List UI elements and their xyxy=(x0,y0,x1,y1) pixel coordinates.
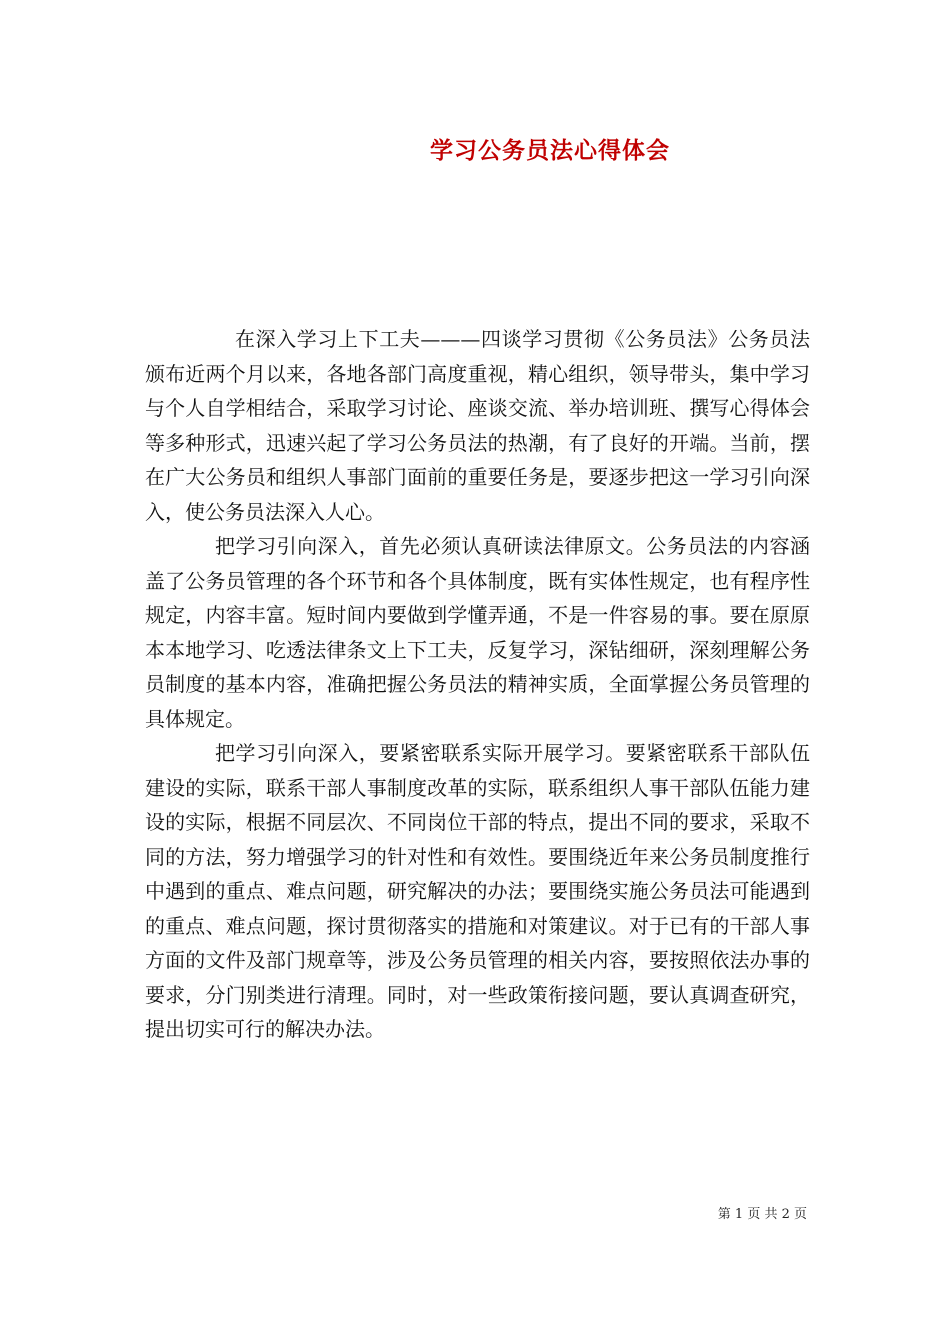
document-body xyxy=(145,322,810,1047)
paragraph-3: 把学习引向深入，要紧密联系实际开展学习。要紧密联系干部队伍建设的实际，联系干部人事制度改革的实际，联系组织人事干部队伍能力建设的实际，根据不同层次、不同岗位干部的特点，提出不同的要求，采取不同的方法，努力增强学习的针对性和有效性。要围绕近年来公务员制度推行中遇到的重点、难点问题，研究解决的办法；要围绕实施公务员法可能遇到的重点、难点问题，探讨贯彻落实的措施和对策建议。对于已有的干部人事方面的文件及部门规章等，涉及公务员管理的相关内容，要按照依法办事的要求，分门别类进行清理。同时，对一些政策衔接问题，要认真调查研究，提出切实可行的解决办法。 xyxy=(145,741,810,1041)
page-number-footer: 第 1 页 共 2 页 xyxy=(717,1207,807,1222)
paragraph-1: 在深入学习上下工夫———四谈学习贯彻《公务员法》公务员法颁布近两个月以来，各地各部门高度重视，精心组织，领导带头，集中学习与个人自学相结合，采取学习讨论、座谈交流、举办培训班、撰写心得体会等多种形式，迅速兴起了学习公务员法的热潮，有了良好的开端。当前，摆在广大公务员和组织人事部门面前的重要任务是，要逐步把这一学习引向深入，使公务员法深入人心。 xyxy=(145,327,810,524)
paragraph-2: 把学习引向深入，首先必须认真研读法律原文。公务员法的内容涵盖了公务员管理的各个环节和各个具体制度，既有实体性规定，也有程序性规定，内容丰富。短时间内要做到学懂弄通，不是一件容易的事。要在原原本本地学习、吃透法律条文上下工夫，反复学习，深钻细研，深刻理解公务员制度的基本内容，准确把握公务员法的精神实质，全面掌握公务员管理的具体规定。 xyxy=(145,534,810,731)
document-title: 学习公务员法心得体会 xyxy=(430,137,670,164)
